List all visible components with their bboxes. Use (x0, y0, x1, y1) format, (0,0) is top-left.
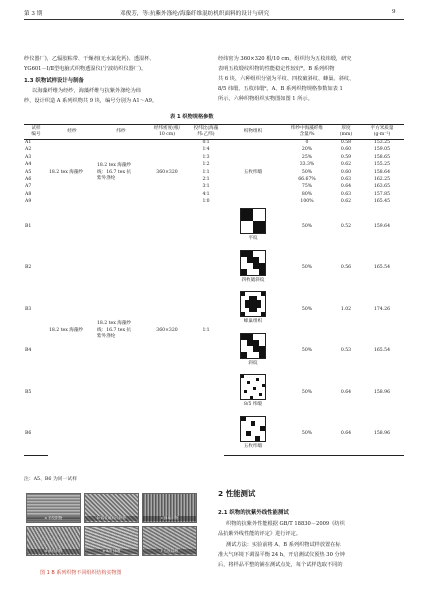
cell-content: 50% (301, 265, 313, 271)
weave-cell (262, 396, 265, 399)
cell-gsm: 165.45 (373, 199, 391, 205)
cell-id: A3 (25, 154, 32, 160)
cell-gsm: 158.96 (360, 414, 404, 456)
right-line-4: 8/5 纬缎、五枚纬缎⁹。A、B 系列织物规格参数如表 1 (218, 86, 343, 92)
swatch-plain (26, 493, 81, 523)
cell-content: 50% (301, 223, 313, 229)
cell-id: B5 (25, 389, 32, 395)
weave-label: 斜纹 (248, 360, 258, 366)
col-header-gsm: 平方米质量 (g·m⁻²) (360, 125, 404, 140)
cell-id: B4 (25, 348, 32, 354)
col-header-id: 试样 编号 (24, 125, 48, 140)
weave-cell (253, 221, 265, 233)
cell-gsm: 165.54 (373, 348, 391, 354)
cell-content: 50% (301, 169, 313, 175)
col-header-ratio: 投纬比(海藻 纬:乙纬) (188, 125, 224, 140)
sec2-line-2: 品抗紫外线性能的评定》进行评定。 (218, 531, 302, 537)
right-line-5: 所示，六种织物组织实物图如图 1 所示。 (218, 96, 313, 102)
cell-id: A8 (25, 191, 32, 197)
col-header-weave: 织物组织 (224, 125, 282, 140)
cell-thickness: 0.59 (340, 154, 352, 160)
cell-ratio: 0∶1 (202, 140, 210, 146)
cell-warp: 18.2 tex 海藻纱 (49, 169, 84, 175)
cell-ratio: 1∶1 (202, 327, 210, 333)
cell-ratio: 1∶1 (202, 169, 210, 175)
cell-content: 80% (301, 191, 313, 197)
cell-id: B6 (24, 414, 48, 456)
swatch-label: b 四枚破斜纹织物 (85, 516, 138, 521)
weave-label: 8/5 纬缎 (243, 402, 263, 408)
cell-gsm: 157.85 (373, 191, 391, 197)
cell-ratio: 1∶4 (202, 147, 210, 153)
section-2-heading: 2 性能测试 (218, 489, 256, 498)
sec2-line-3: 测试方法：实验前将 A、B 系列织物试样放置在标 (226, 542, 341, 548)
section-2-1-heading: 2.1 织物的抗紫外线性能测试 (218, 510, 289, 516)
cell-content: 33.3% (299, 162, 315, 168)
swatch-broken-twill (84, 493, 139, 523)
swatch-label: c 蜂巢织物 (143, 516, 196, 521)
cell-id: A7 (25, 184, 32, 190)
section-1-3-line-1: 以海藻纤维为经纱，海藻纤维与抗紫外涤纶为纬 (32, 88, 141, 94)
cell-id: B1 (25, 223, 32, 229)
cell-thickness: 0.62 (340, 162, 352, 168)
weave-pattern-diagram (240, 333, 266, 359)
cell-id: A2 (25, 147, 32, 153)
cell-ratio: 1∶0 (202, 199, 210, 205)
sec2-line-1: 织物的抗紫外性能根据 GB/T 18830－2009《纺织 (226, 521, 345, 527)
cell-thickness: 0.58 (340, 140, 352, 146)
cell-thickness: 1.02 (340, 306, 352, 312)
section-1-3-line-2: 纱，设计织造 A 系列织物共 9 块，编号分别为 A1～A9。 (24, 98, 158, 104)
col-header-warp: 经纱 (48, 125, 96, 140)
cell-id: A4 (25, 162, 32, 168)
weave-cell (241, 221, 253, 233)
col-header-density: 经纬密度(根/ 10 cm) (146, 125, 188, 140)
cell-content: 20% (301, 147, 313, 153)
cell-density: 360×320 (156, 169, 178, 175)
cell-id: A1 (25, 140, 32, 146)
cell-weft: 18.2 tex 海藻纱 线：16.7 tex 抗 紫外涤纶 (97, 163, 132, 182)
weave-cell (241, 209, 253, 221)
weave-cell (259, 269, 265, 275)
weave-pattern-diagram (240, 291, 266, 317)
cell-thickness: 0.62 (340, 199, 352, 205)
table-row (24, 140, 404, 147)
cell-content: 0 (305, 140, 309, 146)
cell-id: A5 (25, 169, 32, 175)
cell-content: 50% (301, 389, 313, 395)
cell-gsm: 159.05 (373, 147, 391, 153)
swatch-8-5-satin (84, 526, 139, 556)
cell-gsm: 158.65 (373, 154, 391, 160)
cell-content: 75% (301, 184, 313, 190)
cell-ratio: 1∶3 (202, 154, 210, 160)
swatch-honeycomb (142, 493, 197, 523)
weave-pattern-diagram (240, 416, 266, 442)
cell-gsm: 158.64 (373, 169, 391, 175)
table-row (24, 206, 404, 248)
right-line-2: 表明五枚缎纹织物的性能稳定性较好⁸。B 系列织物 (218, 66, 335, 72)
cell-thickness: 0.64 (332, 414, 360, 456)
cell-weave-diagram (224, 248, 282, 290)
swatch-label: e 8/5 纬缎 (85, 549, 138, 554)
weave-cell (259, 352, 265, 358)
left-line-1: 纱仪器厂)，乙辐胶粘带、干燥剂(无水氯化钙)、透湿杯、 (24, 56, 155, 62)
table-caption: 表 1 织物规格参数 (170, 114, 214, 120)
right-line-3: 共 6 块，六种组织分别为平纹、四枚破斜纹、蜂巢、斜纹、 (218, 76, 355, 82)
weave-label: 五枚纬缎 (243, 443, 263, 449)
weave-label: 四枚破斜纹 (241, 277, 265, 283)
cell-gsm: 165.54 (373, 265, 391, 271)
issue-number: 第 3 期 (24, 11, 43, 17)
cell-content: 50% (301, 348, 313, 354)
weave-pattern-diagram (240, 374, 266, 400)
cell-gsm: 174.26 (373, 306, 391, 312)
swatch-label: a 平纹织物 (27, 516, 80, 521)
page-number: 9 (392, 9, 396, 15)
cell-thickness: 0.63 (340, 176, 352, 182)
section-1-3-heading: 1.3 织物试样设计与制备 (24, 78, 84, 84)
cell-weft: 18.2 tex 海藻纱 线：16.7 tex 抗 紫外涤纶 (97, 321, 132, 339)
cell-thickness: 0.60 (340, 169, 352, 175)
cell-ratio: 2∶1 (202, 176, 210, 182)
cell-weave-diagram (224, 206, 282, 248)
cell-id: A9 (25, 199, 32, 205)
table-header-row (24, 125, 404, 140)
cell-content: 50% (301, 306, 313, 312)
cell-gsm: 159.64 (373, 223, 391, 229)
table-note: 注：A5、B6 为同一试样 (24, 477, 77, 482)
col-header-weft: 纬纱 (96, 125, 146, 140)
cell-weave-diagram (224, 331, 282, 373)
cell-thickness: 0.64 (340, 184, 352, 190)
cell-ratio: 3∶1 (202, 184, 210, 190)
running-title: 邓俊芳，等:抗紫外涤纶/海藻纤维混纺机织面料的设计与研究 (120, 11, 270, 17)
weave-cell (260, 436, 265, 441)
weave-pattern-diagram (240, 208, 266, 234)
sec2-line-5: 后，将样品平整的铺在测试点处，每个试样选取不同的 (218, 562, 343, 568)
cell-warp: 18.2 tex 海藻纱 (49, 327, 84, 333)
swatch-5-satin (142, 526, 197, 556)
cell-gsm: 158.96 (373, 389, 391, 395)
cell-thickness: 0.60 (340, 147, 352, 153)
weave-label: 蜂巢组织 (243, 319, 263, 325)
weave-label: 平纹 (248, 236, 258, 242)
col-header-thickness: 厚度 (mm) (332, 125, 360, 140)
cell-weave-diagram (224, 372, 282, 414)
cell-thickness: 0.64 (340, 389, 352, 395)
cell-thickness: 0.53 (340, 348, 352, 354)
cell-content: 50% (282, 414, 332, 456)
cell-weave-diagram (224, 289, 282, 331)
cell-id: B2 (25, 265, 32, 271)
cell-gsm: 162.25 (373, 176, 391, 182)
swatch-label: d 斜纹织物 (27, 549, 80, 554)
cell-ratio: 4∶1 (202, 191, 210, 197)
sec2-line-4: 准大气环境下调湿平衡 24 h，开启测试仪预热 30 分钟 (218, 552, 345, 558)
cell-thickness: 0.56 (340, 265, 352, 271)
cell-id: B3 (25, 306, 32, 312)
cell-content: 25% (301, 154, 313, 160)
cell-gsm: 153.25 (373, 140, 391, 146)
right-line-1: 经纬密为 360×320 根/10 cm，组织均为五枚纬缎，研究 (218, 56, 352, 62)
cell-weave-diagram (224, 414, 282, 456)
spec-table (24, 124, 404, 456)
col-header-content: 纬纱中海藻纤维 含量/% (282, 125, 332, 140)
header-rule (24, 19, 404, 20)
cell-ratio: 1∶2 (202, 162, 210, 168)
left-line-2: YG601－Ⅰ/Ⅱ型电脑式织物透湿仪(宁波纺织仪器厂)。 (24, 66, 147, 72)
cell-thickness: 0.52 (340, 223, 352, 229)
weave-cell (253, 209, 265, 221)
swatch-twill (26, 526, 81, 556)
cell-id: A6 (25, 176, 32, 182)
cell-content: 100% (300, 199, 314, 205)
figure-1 (24, 493, 204, 563)
swatch-label: f 五枚纬缎 (143, 549, 196, 554)
cell-gsm: 163.65 (373, 184, 391, 190)
figure-caption: 图 1 B 系列织物不同组织结构实物图 (40, 570, 122, 576)
weave-pattern-diagram (240, 250, 266, 276)
cell-thickness: 0.63 (340, 191, 352, 197)
weave-cell (261, 312, 265, 316)
cell-gsm: 155.25 (373, 162, 391, 168)
cell-density: 360×320 (156, 327, 178, 333)
cell-content: 66.67% (298, 176, 316, 182)
cell-weave: 五枚纬缎 (243, 169, 263, 175)
